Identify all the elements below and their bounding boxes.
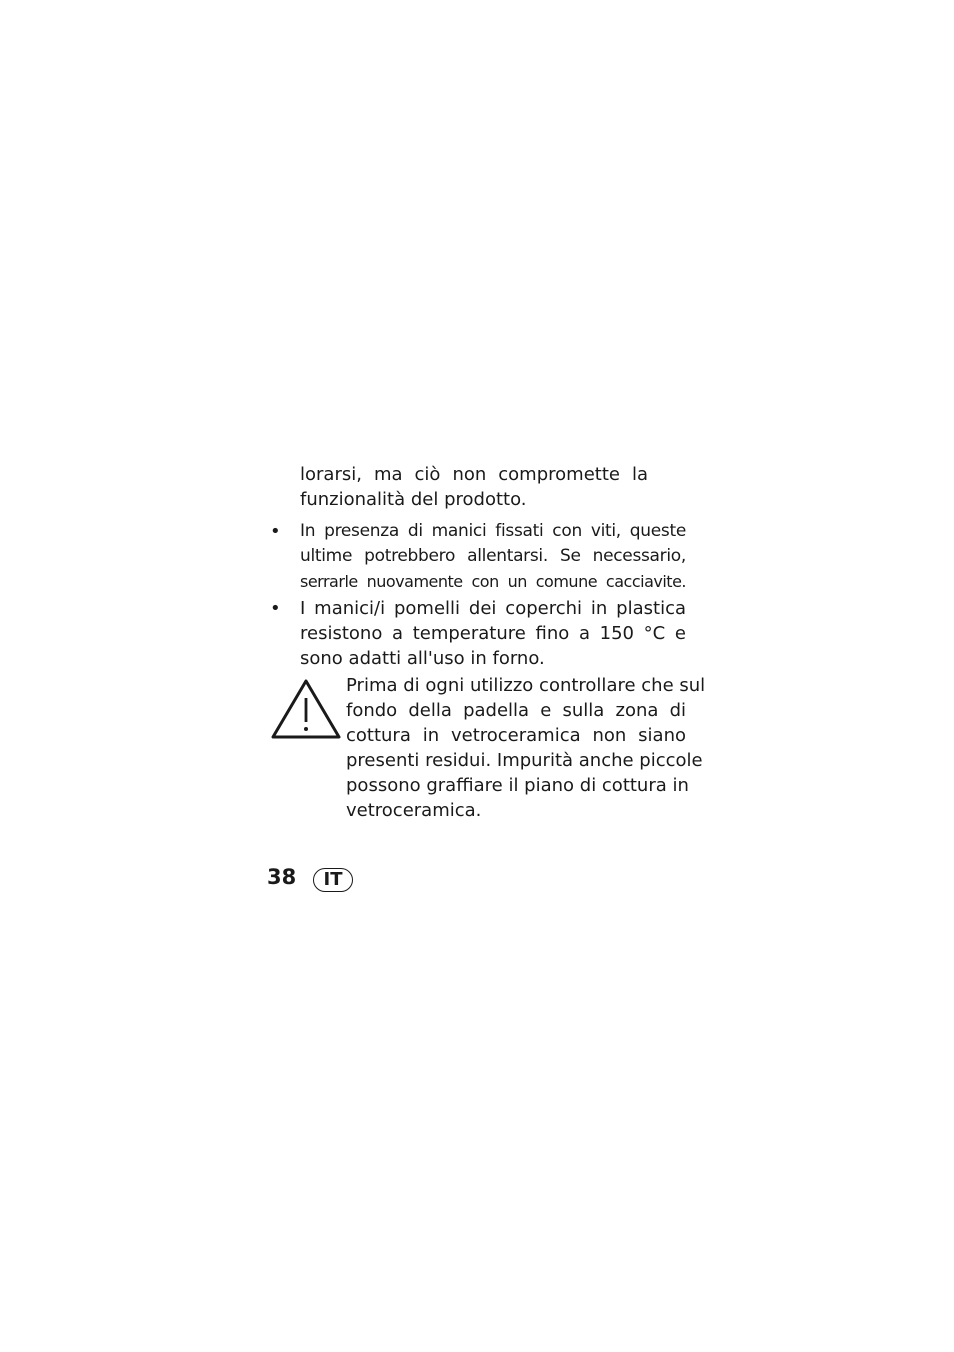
page-number: 38: [267, 865, 297, 889]
text-line: cottura in vetroceramica non siano: [346, 725, 686, 746]
warning-triangle-icon: [270, 678, 342, 740]
text-line: In presenza di manici fissati con viti, queste: [300, 521, 686, 541]
text-line: funzionalità del prodotto.: [300, 489, 527, 510]
text-line: serrarle nuovamente con un comune cacciavite.: [300, 572, 686, 591]
bullet-marker: •: [270, 598, 281, 619]
text-line: possono graffiare il piano di cottura in: [346, 775, 689, 796]
bullet-marker: •: [270, 521, 281, 542]
text-line: I manici/i pomelli dei coperchi in plastica: [300, 598, 686, 619]
text-line: Prima di ogni utilizzo controllare che sul: [346, 675, 706, 696]
text-line: presenti residui. Impurità anche piccole: [346, 750, 703, 771]
text-line: resistono a temperature fino a 150 °C e: [300, 623, 686, 644]
language-badge: IT: [313, 868, 353, 892]
text-line: vetroceramica.: [346, 800, 482, 821]
text-line: ultime potrebbero allentarsi. Se necessario,: [300, 546, 686, 566]
text-line: sono adatti all'uso in forno.: [300, 648, 545, 669]
text-line: fondo della padella e sulla zona di: [346, 700, 686, 721]
text-line: lorarsi, ma ciò non compromette la: [300, 464, 648, 485]
